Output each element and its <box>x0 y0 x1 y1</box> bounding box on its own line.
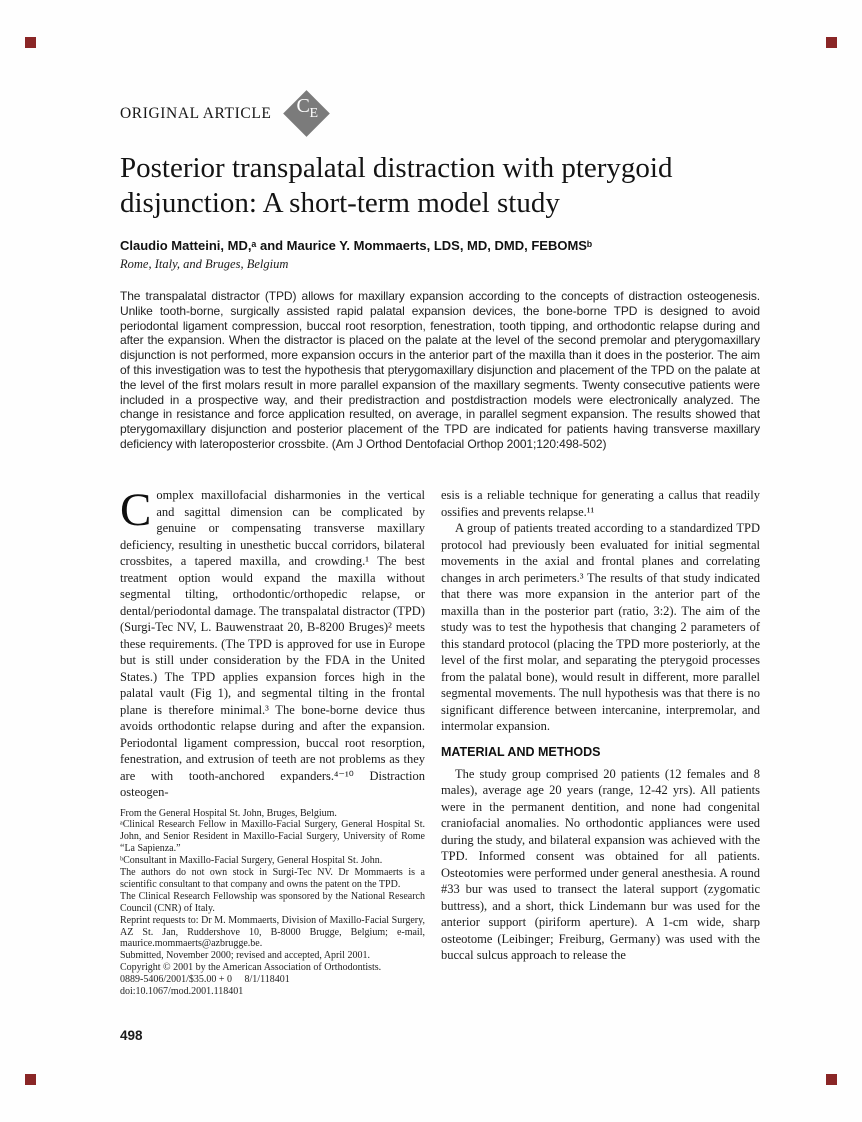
intro-paragraph <box>120 484 425 801</box>
article-type-row <box>120 90 760 138</box>
footnote-disclosure: The authors do not own stock in Surgi-Tec NV. Dr Mommaerts is a scientific consultant to that company and owns the patent on the TPD. <box>120 867 425 890</box>
left-column <box>120 484 425 998</box>
footnote-issn-code: 0889-5406/2001/$35.00 + 0 8/1/118401 <box>120 974 290 986</box>
author-byline: Claudio Matteini, MD,ᵃ and Maurice Y. Mommaerts, LDS, MD, DMD, FEBOMSᵇ <box>120 238 593 253</box>
ce-letter-c: C <box>296 95 310 117</box>
continuing-education-icon <box>283 90 331 138</box>
drop-cap: C <box>120 484 152 536</box>
ce-letter-e: E <box>309 106 319 121</box>
affiliation-line: Rome, Italy, and Bruges, Belgium <box>120 257 289 271</box>
footnote-doi: doi:10.1067/mod.2001.118401 <box>120 986 244 998</box>
footnote-copyright: Copyright © 2001 by the American Association of Orthodontists. <box>120 962 382 974</box>
corner-marker-top-left <box>25 37 36 48</box>
footnote-block <box>120 808 425 999</box>
footnote-submission-dates: Submitted, November 2000; revised and accepted, April 2001. <box>120 950 370 962</box>
body-paragraph-aim: A group of patients treated according to a standardized TPD protocol had previously been evaluated for initial segmental movements in the axial and frontal planes and correlating changes in arch perimeters.³ The results of that study indicated that there was more expansion in the anterior part of the maxilla than in the posterior part (ratio, 3:2). The aim of the study was to test the hypothesis that changing 2 parameters of this standard protocol (placing the TPD more posteriorly, at the level of the first molar, and separating the pterygoid processes from the palatal bone), would result in different, more parallel segmental movements. The null hypothesis was that there is no significant difference between intercanine, interpremolar, and intermolar expansion. <box>441 521 760 733</box>
right-column <box>441 487 760 998</box>
footnote-funding: The Clinical Research Fellowship was sponsored by the National Research Council (CNR) of Italy. <box>120 890 425 914</box>
article-type-label: ORIGINAL ARTICLE <box>120 105 272 122</box>
corner-marker-bottom-left <box>25 1074 36 1085</box>
corner-marker-bottom-right <box>826 1074 837 1085</box>
footnote-author-a: ᵃClinical Research Fellow in Maxillo-Facial Surgery, General Hospital St. John, and Senior Resident in Maxillo-Facial Surgery, University of Rome “La Sapienza.” <box>120 819 425 855</box>
body-paragraph-methods: The study group comprised 20 patients (12 females and 8 males), average age 20 years (range, 12-42 yrs). All patients were in the permanent dentition, and none had congenital craniofacial anomalies. No orthodontic appliances were used during the study, and bilateral expansion was achieved with the TPD. Informed consent was obtained for all patients. Osteotomies were performed under general anesthesia. A round #33 bur was used to transect the lateral support (zygomatic buttress), and a short, thick Lindemann bur was used for the anterior support (piriform aperture). A 1-cm wide, sharp osteotome (Leibinger; Freiburg, Germany) was used with the buccal sulcus approach to release the <box>441 766 760 962</box>
corner-marker-top-right <box>826 37 837 48</box>
footnote-author-b: ᵇConsultant in Maxillo-Facial Surgery, General Hospital St. John. <box>120 855 383 867</box>
intro-paragraph-text: omplex maxillofacial disharmonies in the vertical and sagittal dimension can be complicated by genuine or compensating transverse maxillary deficiency, resulting in unesthetic buccal corridors, bilateral crossbites, a tapered maxilla, and crowding.¹ The best treatment option would expand the maxilla without segmental tilting, orthodontic/orthopedic relapse, or dental/periodontal damage. The transpalatal distractor (TPD) (Surgi-Tec NV, L. Bauwenstraat 20, B-8200 Bruges)² meets these requirements. (The TPD is approved for use in Europe but is still under consideration by the FDA in the United States.) The TPD applies expansion forces high in the palatal vault (Fig 1), and segmental tilting in the frontal plane is therefore minimal.³ The bone-borne device thus avoids orthodontic relapse during and after the expansion. Periodontal ligament compression, buccal root resorption, fenestration, and extrusion of teeth are not problems as they are with tooth-anchored expanders.⁴⁻¹⁰ Distraction osteogen- <box>120 488 425 799</box>
footnote-reprint-requests: Reprint requests to: Dr M. Mommaerts, Division of Maxillo-Facial Surgery, AZ St. Jan, Ruddershove 10, B-8000 Brugge, Belgium; e-mail, maurice.mommaerts@azbrugge.be. <box>120 914 425 950</box>
title-line-2: disjunction: A short-term model study <box>120 187 560 219</box>
page-title <box>120 151 760 221</box>
page-number: 498 <box>120 1028 143 1043</box>
footnote-origin: From the General Hospital St. John, Bruges, Belgium. <box>120 807 337 819</box>
body-paragraph-continuation: esis is a reliable technique for generating a callus that readily ossifies and prevents relapse.¹¹ <box>441 488 760 519</box>
section-heading-material-methods: MATERIAL AND METHODS <box>441 744 601 759</box>
abstract-paragraph: The transpalatal distractor (TPD) allows for maxillary expansion according to the concepts of distraction osteogenesis. Unlike tooth-borne, surgically assisted rapid palatal expansion devices, the bone-borne TPD is designed to avoid periodontal ligament compression, buccal root resorption, fenestration, tooth tipping, and orthodontic relapse during and after the expansion. When the distractor is placed on the palate at the level of the second premolar and pterygomaxillary disjunction is not performed, more expansion occurs in the anterior part of the maxilla than it does in the posterior. The aim of this investigation was to test the hypothesis that pterygomaxillary disjunction and placement of the TPD on the palate at the level of the first molars result in more parallel expansion of the maxillary segments. Twenty consecutive patients were included in a prospective way, and their predistraction and postdistraction models were electronically analyzed. The change in resistance and force application resulted, on average, in parallel segment expansion. The results showed that pterygomaxillary disjunction and posterior placement of the TPD are indicated for patients having transverse maxillary deficiency with lateroposterior crossbite. (Am J Orthod Dentofacial Orthop 2001;120:498-502) <box>120 289 760 451</box>
title-line-1: Posterior transpalatal distraction with pterygoid <box>120 152 673 184</box>
two-column-body <box>120 484 760 998</box>
